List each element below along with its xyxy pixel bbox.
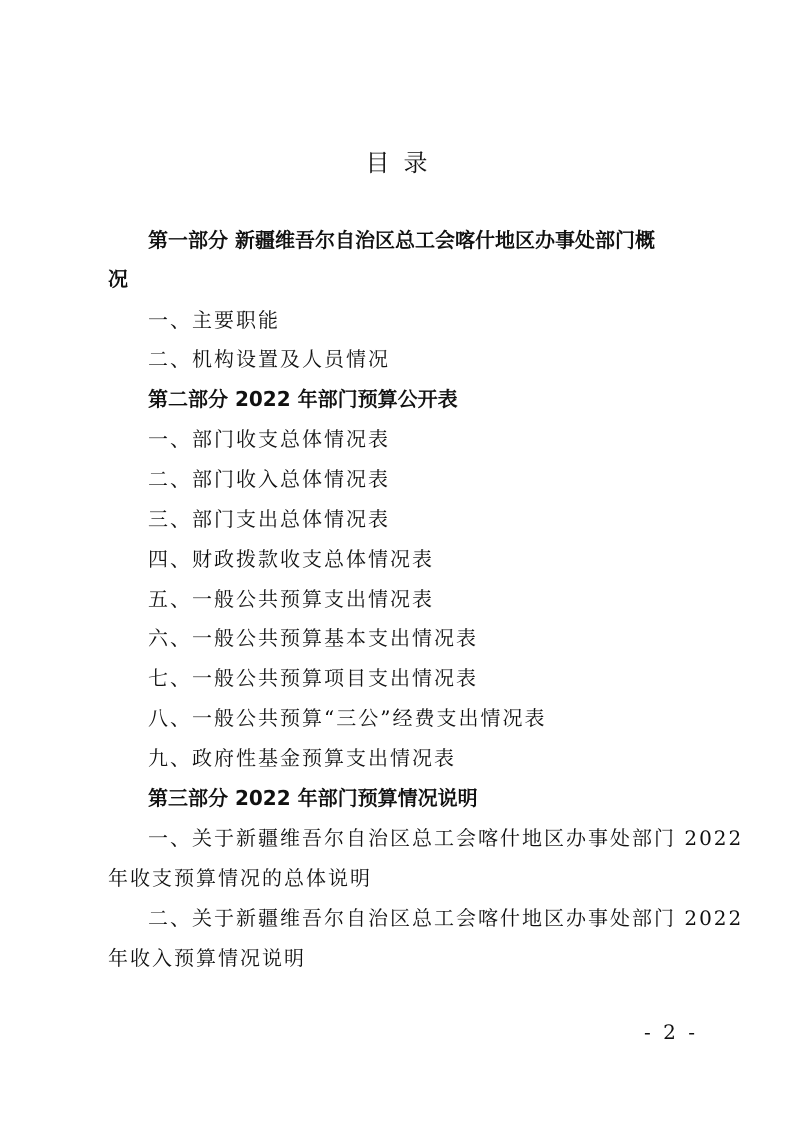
toc-item: 五、一般公共预算支出情况表: [148, 587, 434, 611]
toc-item: 一、部门收支总体情况表: [148, 427, 390, 451]
toc-item: 一、主要职能: [148, 308, 280, 332]
toc-item: 三、部门支出总体情况表: [148, 507, 390, 531]
toc-item: 二、关于新疆维吾尔自治区总工会喀什地区办事处部门 2022: [148, 906, 744, 930]
part2-heading: 第二部分 2022 年部门预算公开表: [148, 387, 458, 411]
toc-item: 七、一般公共预算项目支出情况表: [148, 666, 478, 690]
toc-item: 二、机构设置及人员情况: [148, 347, 390, 371]
toc-item-continued: 年收支预算情况的总体说明: [108, 866, 372, 890]
toc-item: 九、政府性基金预算支出情况表: [148, 746, 456, 770]
toc-item: 二、部门收入总体情况表: [148, 467, 390, 491]
toc-item: 六、一般公共预算基本支出情况表: [148, 626, 478, 650]
part3-heading: 第三部分 2022 年部门预算情况说明: [148, 786, 478, 810]
page-title: 目录: [365, 149, 442, 177]
part1-heading: 第一部分 新疆维吾尔自治区总工会喀什地区办事处部门概: [148, 228, 655, 252]
part1-heading-continued: 况: [108, 267, 128, 291]
toc-item: 一、关于新疆维吾尔自治区总工会喀什地区办事处部门 2022: [148, 826, 744, 850]
toc-item-continued: 年收入预算情况说明: [108, 946, 306, 970]
page-number: - 2 -: [644, 1020, 698, 1044]
toc-item: 四、财政拨款收支总体情况表: [148, 547, 434, 571]
toc-item: 八、一般公共预算“三公”经费支出情况表: [148, 706, 547, 730]
